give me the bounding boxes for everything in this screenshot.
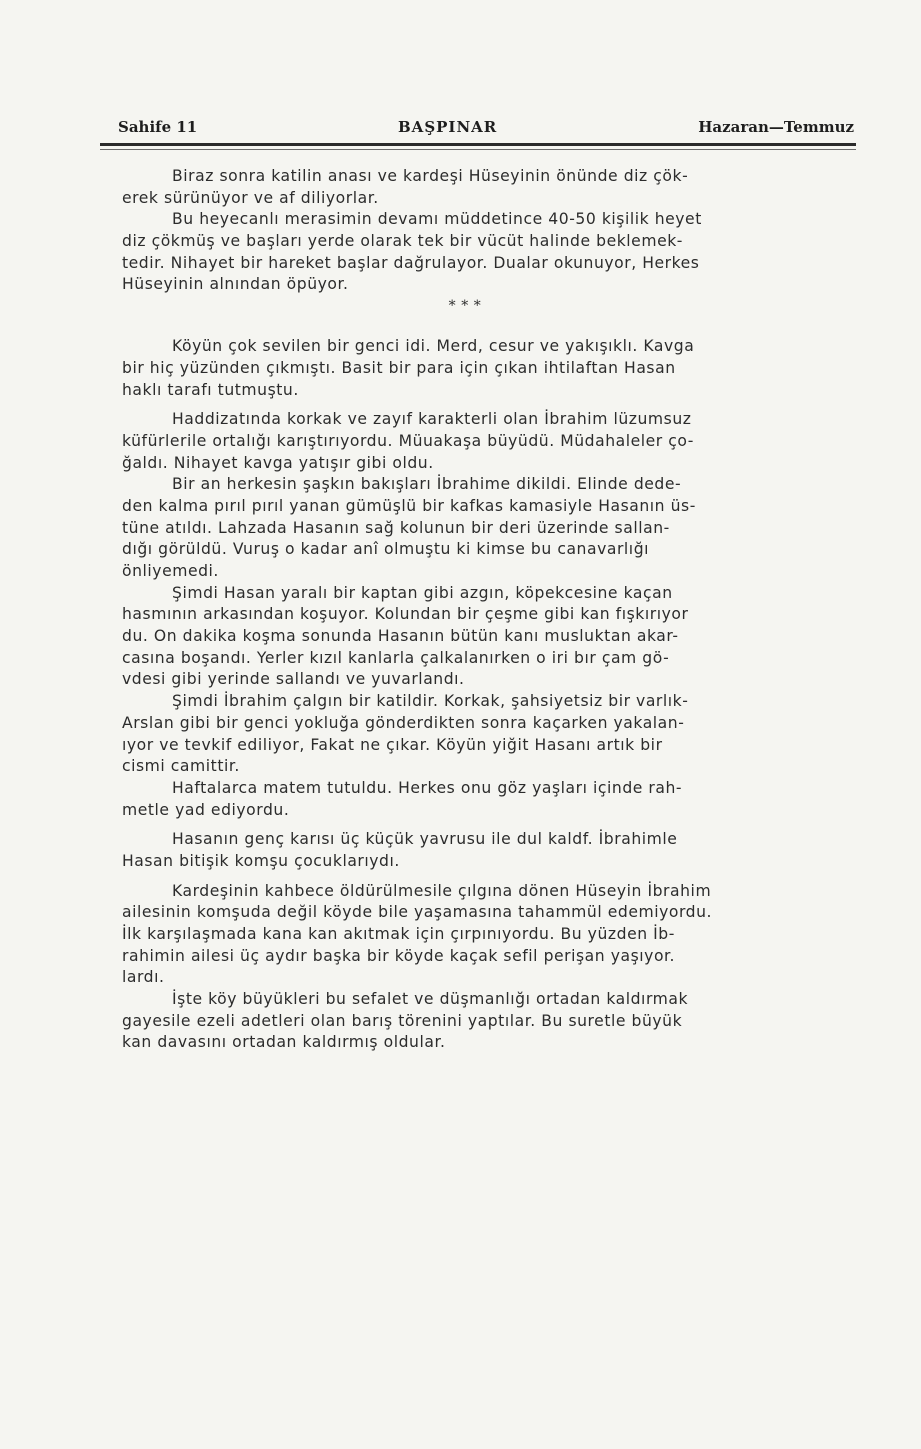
text-line: Hüseyinin alnından öpüyor. xyxy=(122,275,349,294)
text-line: gayesile ezeli adetleri olan barış törenini yaptılar. Bu suretle büyük xyxy=(122,1011,683,1030)
text-line: casına boşandı. Yerler kızıl kanlarla çalkalanırken o iri bır çam gö- xyxy=(122,648,670,667)
text-line: Arslan gibi bir genci yokluğa gönderdikten sonra kaçarken yakalan- xyxy=(122,713,685,732)
paragraph-gap xyxy=(122,873,842,881)
text-line: Kardeşinin kahbece öldürülmesile çılgına dönen Hüseyin İbrahim xyxy=(172,881,712,900)
text-line: Şimdi Hasan yaralı bir kaptan gibi azgın, köpekcesine kaçan xyxy=(172,583,673,602)
text-line: tüne atıldı. Lahzada Hasanın sağ kolunun bir deri üzerinde sallan- xyxy=(122,518,670,537)
section-ornament xyxy=(122,296,842,336)
asterism-ornament: * * * xyxy=(448,298,482,315)
text-line: dığı görüldü. Vuruş o kadar anî olmuştu ki kimse bu canavarlığı xyxy=(122,540,650,559)
paragraph xyxy=(122,989,842,1054)
paragraph xyxy=(122,474,842,582)
text-line: Şimdi İbrahim çalgın bir katildir. Korkak, şahsiyetsiz bir varlık- xyxy=(172,692,689,711)
paragraph xyxy=(122,778,842,821)
text-line: küfürlerile ortalığı karıştırıyordu. Müuakaşa büyüdü. Müdahaleler ço- xyxy=(122,431,694,450)
text-line: hasmının arkasından koşuyor. Kolundan bir çeşme gibi kan fışkırıyor xyxy=(122,605,689,624)
text-line: bir hiç yüzünden çıkmıştı. Basit bir para için çıkan ihtilaftan Hasan xyxy=(122,358,676,377)
paragraph xyxy=(122,583,842,691)
text-line: den kalma pırıl pırıl yanan gümüşlü bir kafkas kamasiyle Hasanın üs- xyxy=(122,496,696,515)
page-header xyxy=(118,118,854,146)
text-line: du. On dakika koşma sonunda Hasanın bütün kanı musluktan akar- xyxy=(122,627,679,646)
text-line: önliyemedi. xyxy=(122,562,219,580)
text-line: İlk karşılaşmada kana kan akıtmak için çırpınıyordu. Bu yüzden İb- xyxy=(122,925,675,943)
text-line: kan davasını ortadan kaldırmış oldular. xyxy=(122,1033,446,1052)
text-line: Bu heyecanlı merasimin devamı müddetince 40-50 kişilik heyet xyxy=(172,210,702,229)
text-line: ıyor ve tevkif ediliyor, Fakat ne çıkar. Köyün yiğit Hasanı artık bir xyxy=(122,735,663,754)
text-line: lardı. xyxy=(122,968,165,987)
publication-title: BAŞPINAR xyxy=(398,118,498,136)
text-line: İşte köy büyükleri bu sefalet ve düşmanlığı ortadan kaldırmak xyxy=(172,990,689,1009)
text-line: metle yad ediyordu. xyxy=(122,800,290,819)
text-line: haklı tarafı tutmuştu. xyxy=(122,380,299,399)
header-rule-thin xyxy=(100,149,856,150)
text-line: ğaldı. Nihayet kavga yatışır gibi oldu. xyxy=(122,453,434,472)
article-body xyxy=(122,166,842,1054)
text-line: erek sürünüyor ve af diliyorlar. xyxy=(122,188,379,207)
text-line: rahimin ailesi üç aydır başka bir köyde kaçak sefil perişan yaşıyor. xyxy=(122,946,676,965)
paragraph xyxy=(122,881,842,989)
text-line: vdesi gibi yerinde sallandı ve yuvarlandı. xyxy=(122,670,465,689)
paragraph xyxy=(122,336,842,401)
issue-date: Hazaran—Temmuz xyxy=(698,118,854,136)
paragraph xyxy=(122,166,842,209)
paragraph xyxy=(122,829,842,872)
text-line: Bir an herkesin şaşkın bakışları İbrahime dikildi. Elinde dede- xyxy=(172,475,682,494)
text-line: Haddizatında korkak ve zayıf karakterli olan İbrahim lüzumsuz xyxy=(172,410,692,429)
text-line: tedir. Nihayet bir hareket başlar dağrulayor. Dualar okunuyor, Herkes xyxy=(122,253,700,272)
text-line: cismi camittir. xyxy=(122,757,240,776)
text-line: Haftalarca matem tutuldu. Herkes onu göz yaşları içinde rah- xyxy=(172,778,683,797)
paragraph xyxy=(122,691,842,778)
paragraph-gap xyxy=(122,821,842,829)
page-number: Sahife 11 xyxy=(118,118,198,136)
paragraph-gap xyxy=(122,401,842,409)
text-line: Biraz sonra katilin anası ve kardeşi Hüseyinin önünde diz çök- xyxy=(172,167,689,185)
text-line: Hasan bitişik komşu çocuklarıydı. xyxy=(122,851,400,870)
text-line: Hasanın genç karısı üç küçük yavrusu ile dul kaldf. İbrahimle xyxy=(172,830,678,849)
text-line: ailesinin komşuda değil köyde bile yaşamasına tahammül edemiyordu. xyxy=(122,903,713,922)
paragraph xyxy=(122,209,842,296)
text-line: diz çökmüş ve başları yerde olarak tek bir vücüt halinde beklemek- xyxy=(122,232,683,251)
header-rule-thick xyxy=(100,143,856,146)
paragraph xyxy=(122,409,842,474)
text-line: Köyün çok sevilen bir genci idi. Merd, cesur ve yakışıklı. Kavga xyxy=(172,337,695,356)
